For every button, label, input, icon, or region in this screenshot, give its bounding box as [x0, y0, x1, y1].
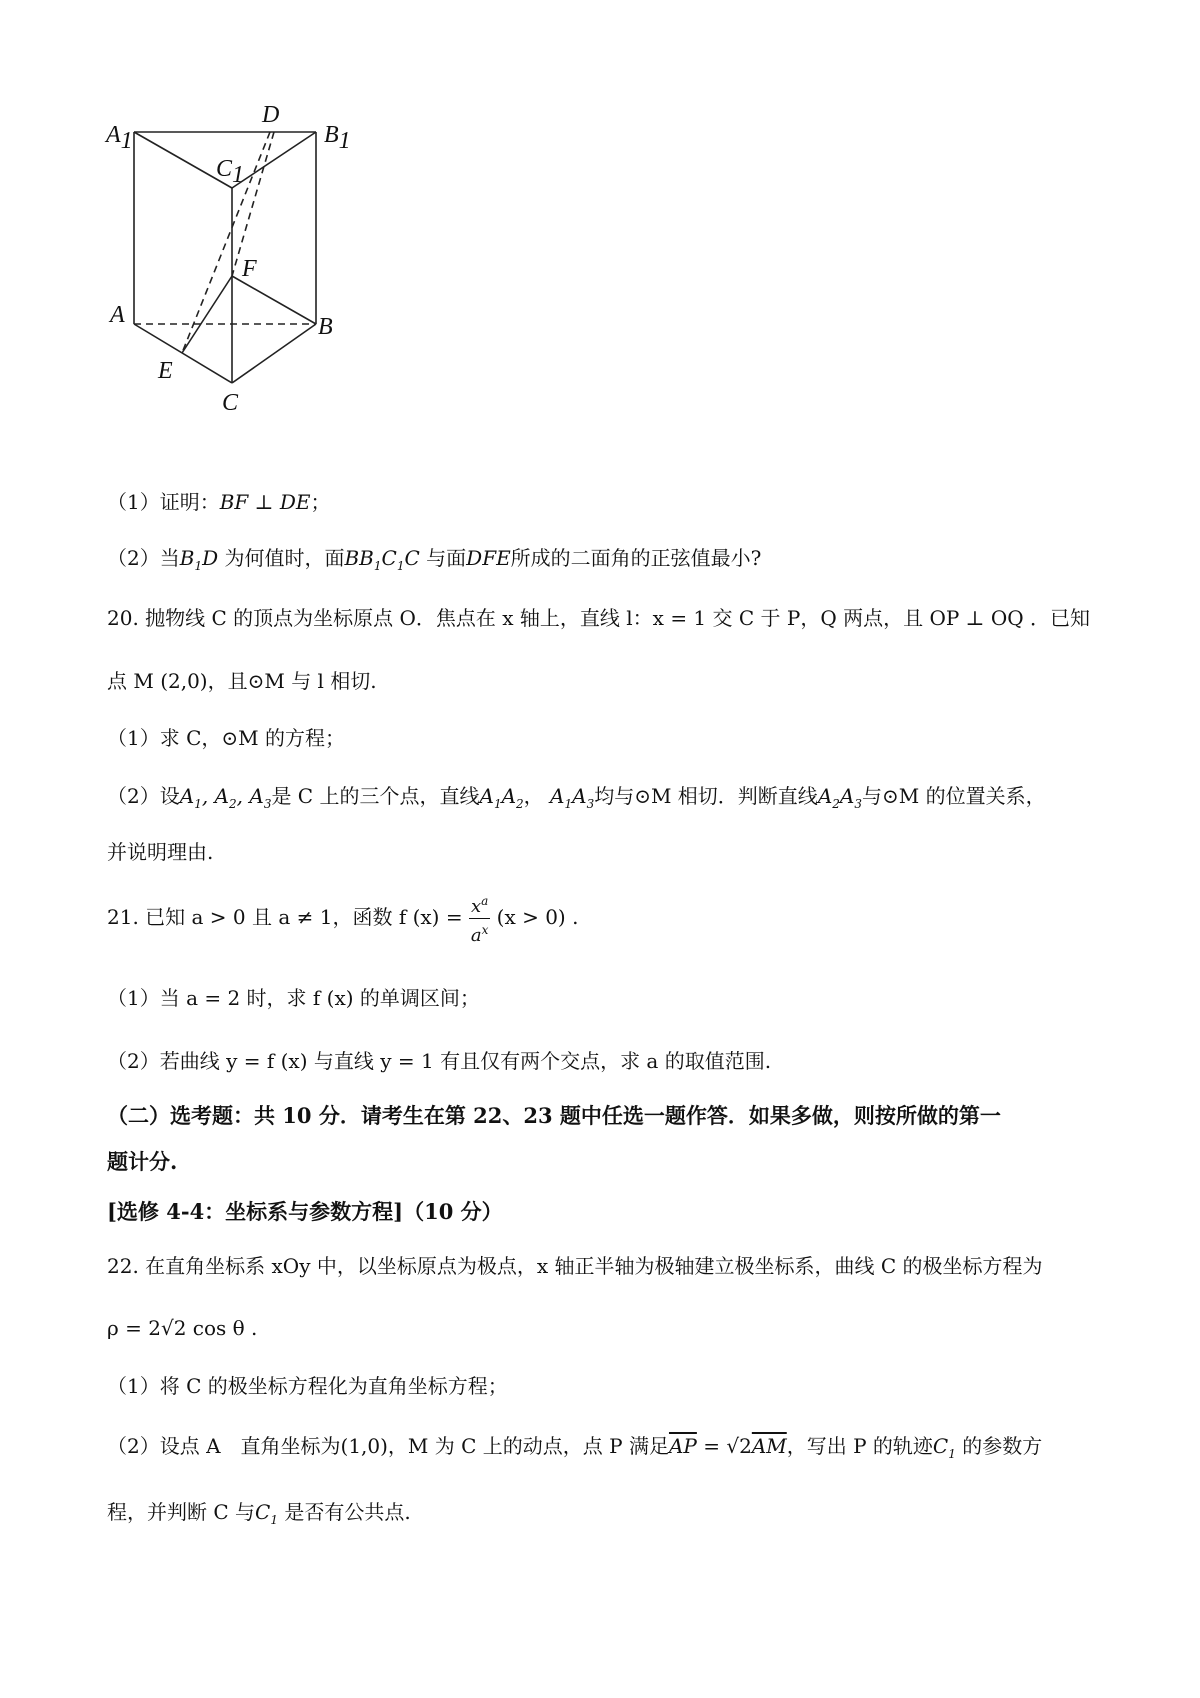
- q21-part2: （2）若曲线 y = f (x) 与直线 y = 1 有且仅有两个交点，求 a 的取值范围.: [107, 1049, 772, 1073]
- edge-FB: [232, 276, 316, 324]
- q20-part1: （1）求 C，⊙M 的方程；: [107, 726, 345, 750]
- q20-line2: 点 M (2,0)，且⊙M 与 l 相切.: [107, 669, 377, 693]
- q21-intro: 21. 已知 a > 0 且 a ≠ 1，函数 f (x) = $\frac{x^a}{a^x}$ (x > 0) .: [107, 890, 578, 947]
- q21-part1: （1）当 a = 2 时，求 f (x) 的单调区间；: [107, 986, 480, 1010]
- q22-part2-line2: 程，并判断 C 与$C_1$ 是否有公共点.: [107, 1500, 411, 1527]
- q22-part2: （2）设点 A 直角坐标为(1,0)，M 为 C 上的动点，点 P 满足$\overline{AP} = √2\overline{AM}$，写出 P 的轨迹$C_1$ 的参数方: [107, 1434, 1043, 1461]
- edge-BC: [232, 324, 316, 383]
- edge-B1C1: [232, 132, 316, 188]
- label-B1: B1: [324, 122, 351, 154]
- prism-figure: [100, 100, 400, 420]
- edge-AC: [134, 324, 232, 383]
- q22-line1: 22. 在直角坐标系 xOy 中，以坐标原点为极点，x 轴正半轴为极轴建立极坐标系，曲线 C 的极坐标方程为: [107, 1254, 1043, 1278]
- edge-EF: [182, 276, 232, 353]
- label-F: F: [242, 256, 257, 282]
- q20-line1: 20. 抛物线 C 的顶点为坐标原点 O．焦点在 x 轴上，直线 l：x = 1 交 C 于 P，Q 两点，且 OP ⊥ OQ ．已知: [107, 606, 1090, 630]
- label-E: E: [158, 358, 173, 384]
- label-C1: C1: [216, 156, 245, 188]
- q22-line2: ρ = 2√2 cos θ .: [107, 1316, 258, 1340]
- q20-part2: （2）设$A_1$, $A_2$, $A_3$是 C 上的三个点，直线$A_1A_2$， $A_1A_3$均与⊙M 相切．判断直线$A_2A_3$与⊙M 的位置关系，: [107, 784, 1046, 811]
- label-C: C: [222, 390, 239, 416]
- section2-heading-line1: （二）选考题：共 10 分．请考生在第 22、23 题中任选一题作答．如果多做，则按所做的第一: [107, 1103, 1001, 1128]
- section2-heading-line2: 题计分.: [107, 1149, 178, 1174]
- elective-title: [选修 4-4：坐标系与参数方程]（10 分）: [107, 1199, 503, 1224]
- q22-part1: （1）将 C 的极坐标方程化为直角坐标方程；: [107, 1374, 508, 1398]
- q21-fraction: $\frac{x^a}{a^x}$: [469, 890, 490, 947]
- label-A: A: [110, 302, 125, 328]
- edge-DF-hidden: [232, 132, 274, 276]
- q19-part2: （2）当$B_1D$ 为何值时，面$BB_1C_1C$ 与面DFE所成的二面角的正弦值最小?: [107, 546, 762, 573]
- label-D: D: [262, 102, 280, 128]
- q20-part2-line2: 并说明理由.: [107, 840, 214, 864]
- label-B: B: [318, 314, 333, 340]
- q19-part1: （1）证明：BF ⊥ DE；: [107, 490, 331, 514]
- label-A1: A1: [106, 122, 133, 154]
